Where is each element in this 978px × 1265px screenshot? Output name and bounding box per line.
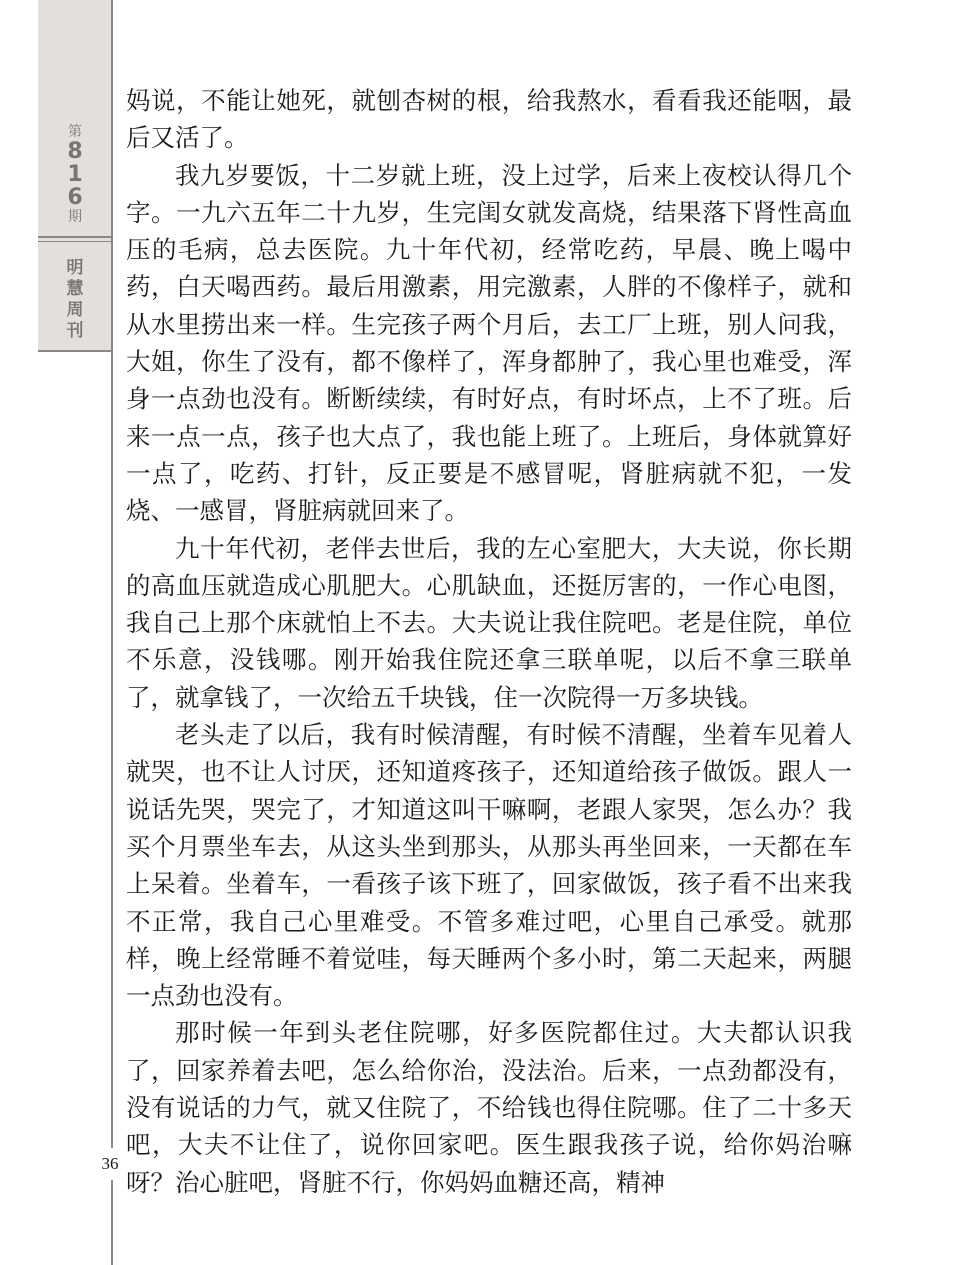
issue-digit: 6 xyxy=(67,185,83,210)
margin-rule xyxy=(111,0,113,1265)
divider xyxy=(38,350,112,352)
issue-label xyxy=(38,124,112,225)
paragraph: 九十年代初，老伴去世后，我的左心室肥大，大夫说，你长期的高血压就造成心肌肥大。心肌缺血，还挺厉害的，一作心电图，我自己上那个床就怕上不去。大夫说让我住院吧。老是住院，单位不乐意，没钱哪。刚开始我住院还拿三联单呢，以后不拿三联单了，就拿钱了，一次给五千块钱，住一次院得一万多块钱。 xyxy=(126,533,852,712)
issue-suffix: 期 xyxy=(68,209,82,225)
sidebar-tab xyxy=(38,0,112,352)
magazine-name-char: 明 xyxy=(66,258,84,278)
paragraph: 老头走了以后，我有时候清醒，有时候不清醒，坐着车见着人就哭，也不让人讨厌，还知道疼孩子，还知道给孩子做饭。跟人一说话先哭，哭完了，才知道这叫干嘛啊，老跟人家哭，怎么办？我买个月票坐车去，从这头坐到那头，从那头再坐回来，一天都在车上呆着。坐着车，一看孩子该下班了，回家做饭，孩子看不出来我不正常，我自己心里难受。不管多难过吧，心里自己承受。就那样，晚上经常睡不着觉哇，每天睡两个多小时，第二天起来，两腿一点劲也没有。 xyxy=(126,720,852,1011)
magazine-name-char: 刊 xyxy=(66,321,84,341)
paragraph: 那时候一年到头老住院哪，好多医院都住过。大夫都认识我了，回家养着去吧，怎么给你治，没法治。后来，一点劲都没有，没有说话的力气，就又住院了，不给钱也得住院哪。住了二十多天吧，大夫不让住了，说你回家吧。医生跟我孩子说，给你妈治嘛呀？治心脏吧，肾脏不行，你妈妈血糖还高，精神 xyxy=(126,1018,852,1197)
article-body xyxy=(126,82,852,1201)
issue-prefix: 第 xyxy=(68,124,82,140)
issue-digit: 8 xyxy=(67,139,83,164)
divider xyxy=(38,236,112,238)
issue-digit: 1 xyxy=(67,162,83,187)
magazine-name xyxy=(38,258,112,342)
paragraph: 我九岁要饭，十二岁就上班，没上过学，后来上夜校认得几个字。一九六五年二十九岁，生完闺女就发高烧，结果落下肾性高血压的毛病，总去医院。九十年代初，经常吃药，早晨、晚上喝中药，白天喝西药。最后用激素，用完激素，人胖的不像样子，就和从水里捞出来一样。生完孩子两个月后，去工厂上班，别人问我，大姐，你生了没有，都不像样了，浑身都肿了，我心里也难受，浑身一点劲也没有。断断续续，有时好点，有时坏点，上不了班。后来一点一点，孩子也大点了，我也能上班了。上班后，身体就算好一点了，吃药、打针，反正要是不感冒呢，肾脏病就不犯，一发烧、一感冒，肾脏病就回来了。 xyxy=(126,160,852,526)
page-number: 36 xyxy=(90,1148,130,1180)
magazine-name-char: 慧 xyxy=(66,279,84,299)
magazine-name-char: 周 xyxy=(66,300,84,320)
paragraph: 妈说，不能让她死，就刨杏树的根，给我熬水，看看我还能咽，最后又活了。 xyxy=(126,86,852,153)
divider xyxy=(38,241,112,242)
